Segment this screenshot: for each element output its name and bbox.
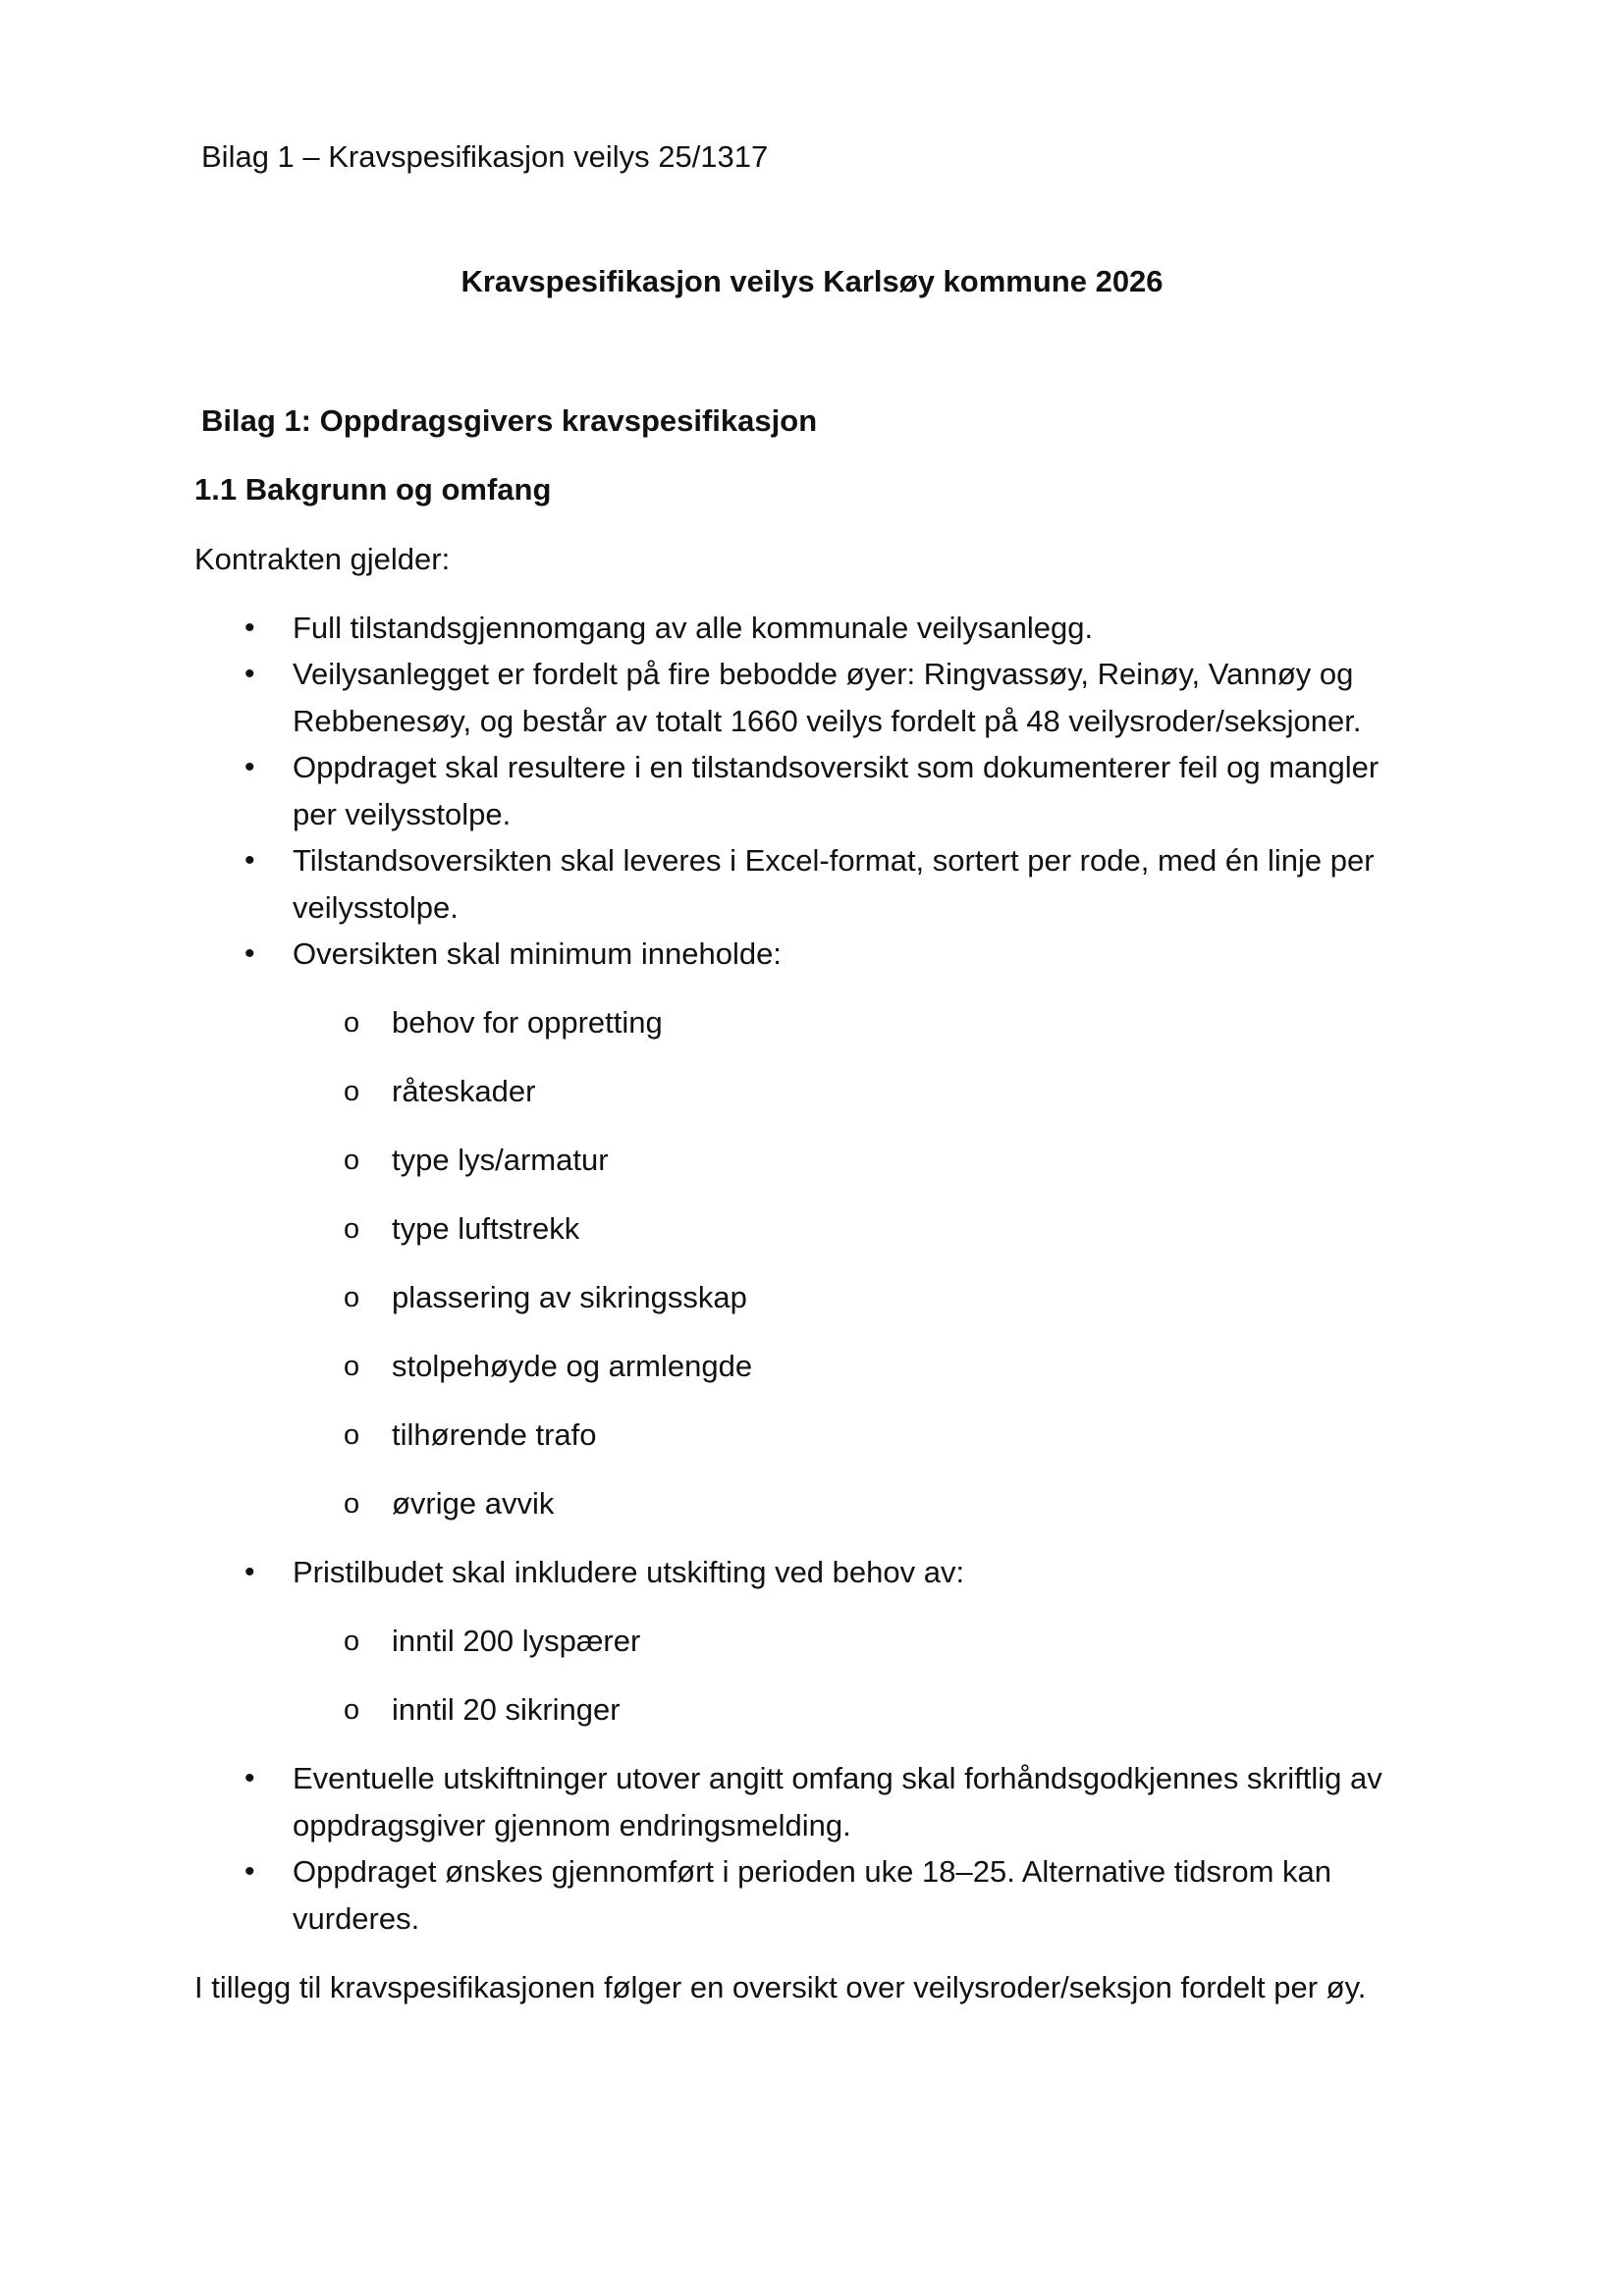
sub-list-item: stolpehøyde og armlengde [392, 1349, 753, 1383]
intro-text: Kontrakten gjelder: [194, 542, 451, 576]
list-item-text: Full tilstandsgjennomgang av alle kommunale veilysanlegg. [293, 611, 1094, 645]
sub-marker: o [344, 1007, 360, 1039]
bullet-marker: • [244, 1855, 255, 1888]
bullet-marker: • [244, 937, 255, 970]
sub-marker: o [344, 1694, 360, 1726]
closing-paragraph: I tillegg til kravspesifikasjonen følger en oversikt over veilysroder/seksjon fordelt per øy. [194, 1970, 1367, 2004]
list-item-text: oppdragsgiver gjennom endringsmelding. [293, 1808, 851, 1842]
sub-list-item: type luftstrekk [392, 1211, 580, 1246]
sub-list-item: inntil 200 lyspærer [392, 1624, 641, 1658]
list-item-text: Oppdraget skal resultere i en tilstandsoversikt som dokumenterer feil og mangler [293, 750, 1380, 784]
list-item-text: Pristilbudet skal inkludere utskifting ved behov av: [293, 1555, 965, 1589]
sub-marker: o [344, 1213, 360, 1245]
bullet-marker: • [244, 612, 255, 644]
document-title: Kravspesifikasjon veilys Karlsøy kommune 2026 [460, 264, 1164, 298]
sub-marker: o [344, 1076, 360, 1107]
section-heading: Bilag 1: Oppdragsgivers kravspesifikasjon [201, 403, 818, 438]
list-item-text: Oppdraget ønskes gjennomført i perioden uke 18–25. Alternative tidsrom kan [293, 1854, 1332, 1889]
sub-list-item: tilhørende trafo [392, 1417, 597, 1452]
bullet-marker: • [244, 844, 255, 877]
list-item-text: Oversikten skal minimum inneholde: [293, 936, 782, 971]
list-item-text: Veilysanlegget er fordelt på fire bebodde øyer: Ringvassøy, Reinøy, Vannøy og [293, 657, 1354, 691]
list-item-text: Rebbenesøy, og består av totalt 1660 veilys fordelt på 48 veilysroder/seksjoner. [293, 704, 1362, 738]
sub-list-item: råteskader [392, 1074, 536, 1108]
sub-list-item: plassering av sikringsskap [392, 1280, 747, 1314]
header-line: Bilag 1 – Kravspesifikasjon veilys 25/1317 [201, 139, 769, 174]
list-item-text: veilysstolpe. [293, 890, 459, 925]
sub-list-item: inntil 20 sikringer [392, 1692, 621, 1727]
list-item-text: Tilstandsoversikten skal leveres i Excel-format, sortert per rode, med én linje per [293, 843, 1375, 878]
sub-list-item: behov for oppretting [392, 1005, 663, 1040]
bullet-marker: • [244, 1762, 255, 1794]
bullet-marker: • [244, 1556, 255, 1588]
sub-marker: o [344, 1626, 360, 1657]
list-item-text: per veilysstolpe. [293, 797, 512, 831]
sub-marker: o [344, 1282, 360, 1313]
sub-marker: o [344, 1351, 360, 1382]
list-item-text: Eventuelle utskiftninger utover angitt omfang skal forhåndsgodkjennes skriftlig av [293, 1761, 1382, 1795]
bullet-marker: • [244, 658, 255, 690]
sub-marker: o [344, 1488, 360, 1520]
sub-marker: o [344, 1419, 360, 1451]
sub-marker: o [344, 1145, 360, 1176]
sub-list-item: type lys/armatur [392, 1143, 609, 1177]
subsection-heading: 1.1 Bakgrunn og omfang [194, 472, 552, 507]
bullet-marker: • [244, 751, 255, 783]
list-item-text: vurderes. [293, 1901, 420, 1936]
sub-list-item: øvrige avvik [392, 1486, 555, 1521]
